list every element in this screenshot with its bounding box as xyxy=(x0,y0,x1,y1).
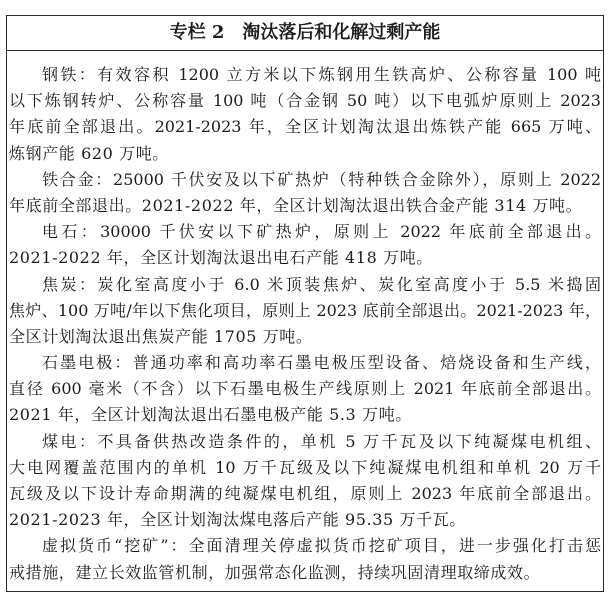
box-title: 专栏 2 淘汰落后和化解过剩产能 xyxy=(7,16,603,51)
text-line: 2021-2023 年，全区计划淘汰煤电落后产能 95.35 万千瓦。 xyxy=(9,510,466,530)
text-line: 炼钢产能 620 万吨。 xyxy=(9,143,169,163)
policy-item-calcium-carbide xyxy=(9,219,601,271)
text-line: 全区计划淘汰退出焦炭产能 1705 万吨。 xyxy=(9,326,313,346)
policy-item-crypto-mining xyxy=(9,533,601,585)
box-body xyxy=(7,51,603,586)
policy-item-graphite-electrode xyxy=(9,350,601,429)
text-line: 电石：30000 千伏安以下矿热炉，原则上 2022 年底前全部退出。 xyxy=(42,222,601,242)
text-line: 虚拟货币“挖矿”：全面清理关停虚拟货币挖矿项目，进一步强化打击惩 xyxy=(42,536,601,556)
policy-item-coke xyxy=(9,272,601,351)
text-line: 石墨电极：普通功率和高功率石墨电极压型设备、焙烧设备和生产线， xyxy=(42,353,601,373)
policy-item-ferroalloy xyxy=(9,167,601,219)
text-line: 焦炭：炭化室高度小于 6.0 米顶装焦炉、炭化室高度小于 5.5 米捣固 xyxy=(42,274,601,294)
text-line: 铁合金：25000 千伏安及以下矿热炉（特种铁合金除外），原则上 2022 xyxy=(42,169,601,189)
text-line: 焦炉、100 万吨/年以下焦化项目，原则上 2023 底前全部退出。2021-2023 年， xyxy=(9,300,601,320)
text-line: 年底前全部退出。2021-2023 年，全区计划淘汰退出炼铁产能 665 万吨、 xyxy=(9,117,601,137)
text-line: 直径 600 毫米（不含）以下石墨电极生产线原则上 2021 年底前全部退出。 xyxy=(9,379,601,399)
policy-box xyxy=(6,15,604,592)
text-line: 大电网覆盖范围内的单机 10 万千瓦级及以下纯凝煤电机组和单机 20 万千 xyxy=(9,457,601,477)
text-line: 戒措施，建立长效监管机制，加强常态化监测，持续巩固清理取缔成效。 xyxy=(9,562,541,582)
text-line: 年底前全部退出。2021-2022 年，全区计划淘汰退出铁合金产能 314 万吨。 xyxy=(9,195,583,215)
text-line: 瓦级及以下设计寿命期满的纯凝煤电机组，原则上 2023 年底前全部退出。 xyxy=(9,484,601,503)
text-line: 以下炼钢转炉、公称容量 100 吨（合金钢 50 吨）以下电弧炉原则上 2023 xyxy=(9,91,601,111)
text-line: 钢铁：有效容积 1200 立方米以下炼钢用生铁高炉、公称容量 100 吨 xyxy=(42,65,601,84)
text-line: 2021 年，全区计划淘汰退出石墨电极产能 5.3 万吨。 xyxy=(9,405,412,425)
policy-item-coal-power xyxy=(9,429,601,534)
policy-item-steel xyxy=(9,62,601,167)
text-line: 2021-2022 年，全区计划淘汰退出电石产能 418 万吨。 xyxy=(9,248,433,268)
text-line: 煤电：不具备供热改造条件的，单机 5 万千瓦及以下纯凝煤电机组、 xyxy=(42,431,601,451)
